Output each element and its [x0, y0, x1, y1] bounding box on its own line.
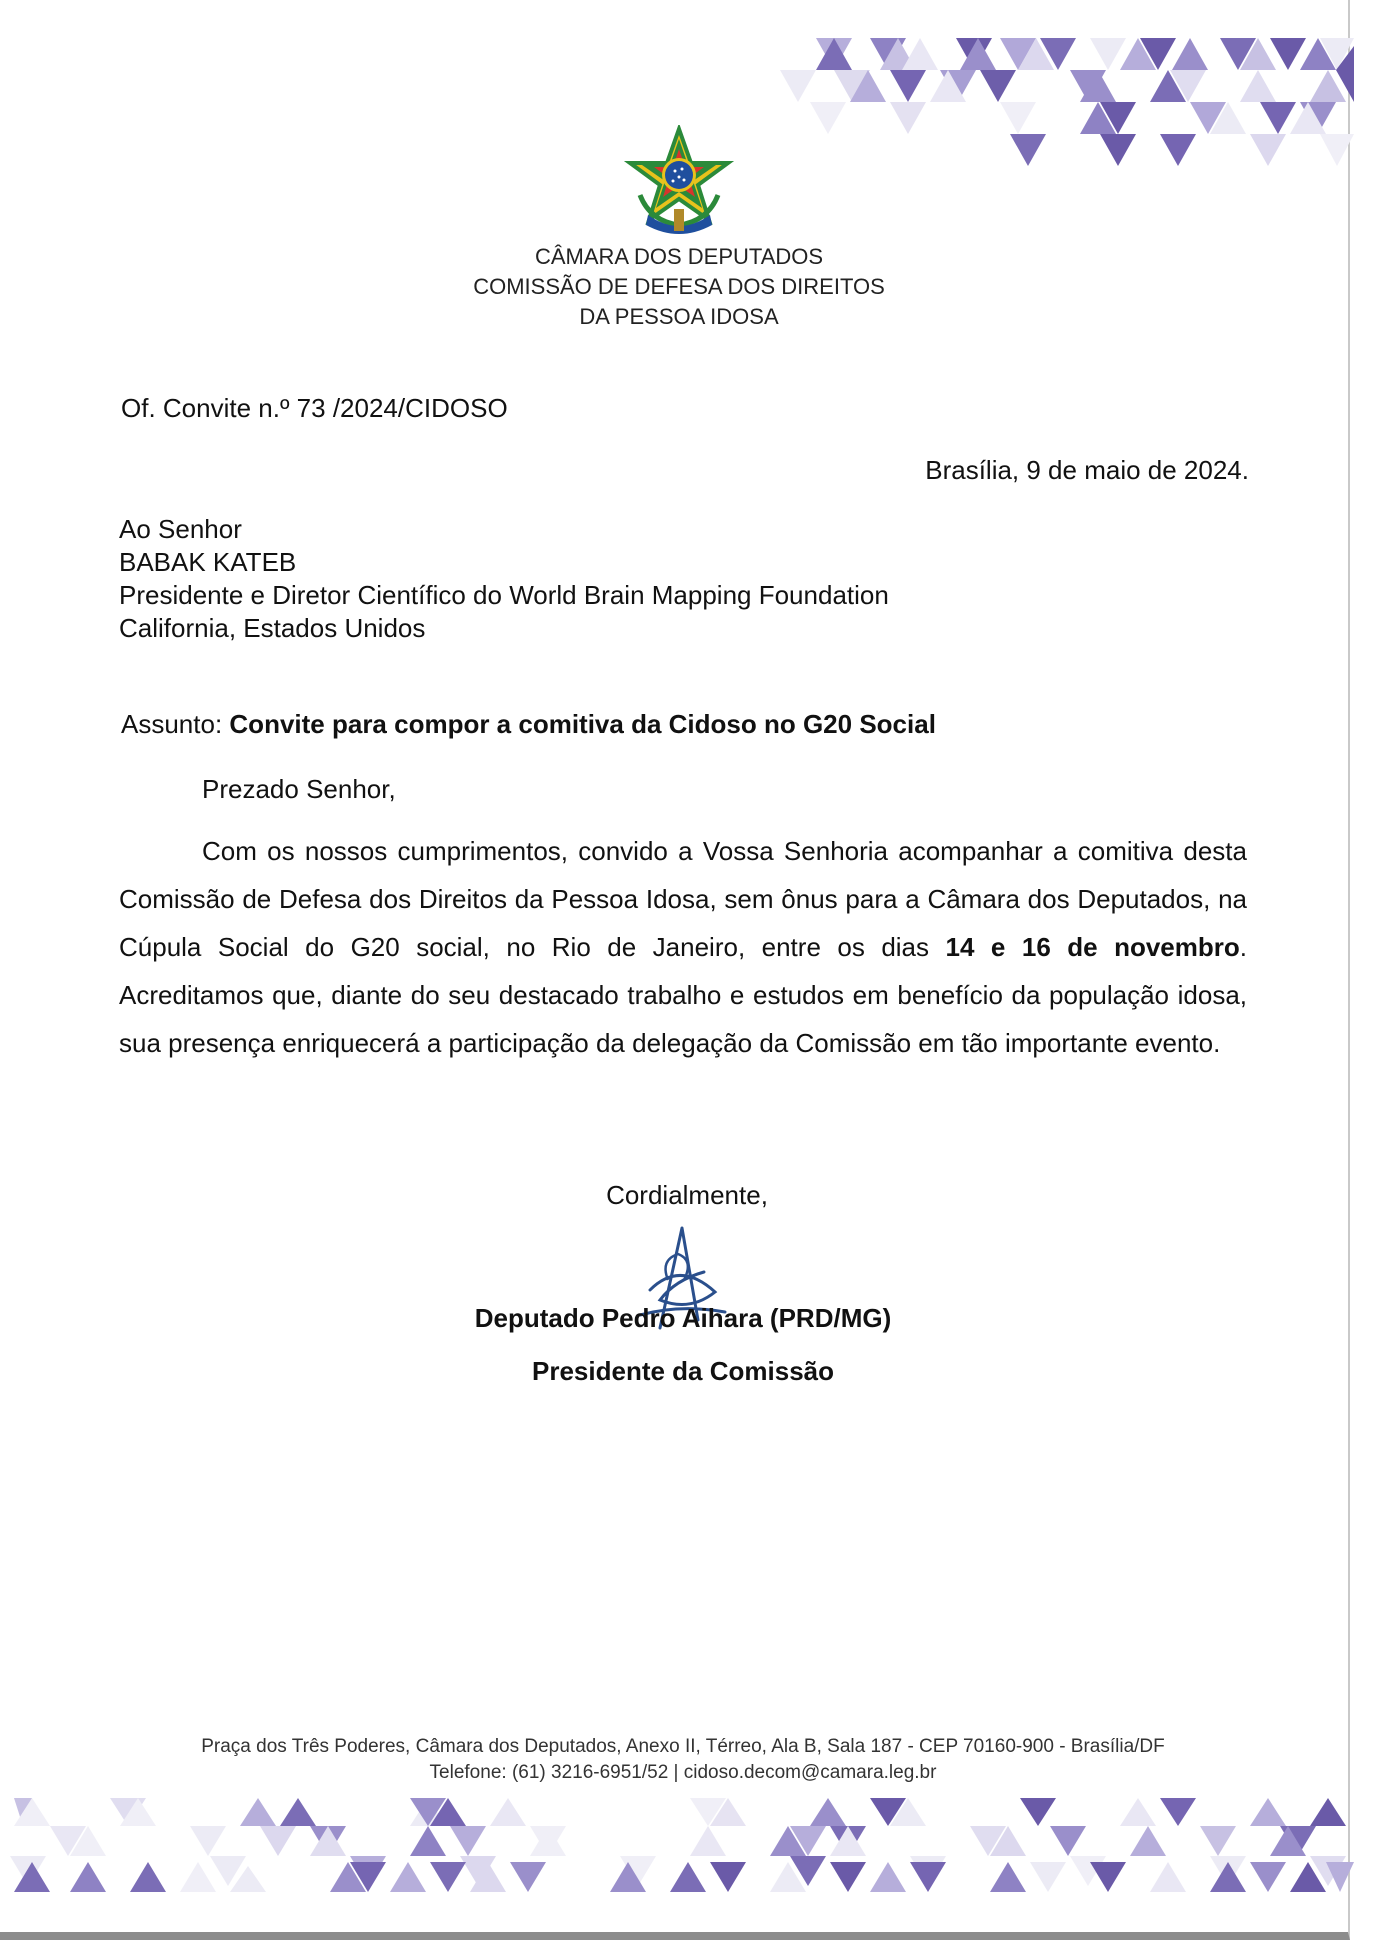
- footer-contact: Telefone: (61) 3216-6951/52 | cidoso.decom@camara.leg.br: [429, 1762, 937, 1783]
- recipient-name: BABAK KATEB: [119, 547, 297, 577]
- body-text-bold: 14 e 16 de novembro: [945, 932, 1240, 962]
- recipient-block: [119, 513, 889, 645]
- body-text-part-1: Com os nossos cumprimentos, convido a Vossa Senhoria acompanhar a comitiva desta Comissão de Defesa dos Direitos da Pessoa Idosa, sem ônus para a Câmara dos Deputados, na Cúpula Social do G20 social, no Rio de Janeiro, entre os dias: [119, 836, 1247, 962]
- body-text-part-2: . Acreditamos que, diante do seu destacado trabalho e estudos em benefício da população idosa, sua presença enriquecerá a participação da delegação da Comissão em tão importante evento.: [119, 932, 1247, 1058]
- footer-address: Praça dos Três Poderes, Câmara dos Deputados, Anexo II, Térreo, Ala B, Sala 187 - CEP 70160-900 - Brasília/DF: [201, 1736, 1165, 1757]
- institution-header: [300, 242, 1058, 332]
- header-line-3: DA PESSOA IDOSA: [579, 304, 779, 329]
- signatory-name: Deputado Pedro Aihara (PRD/MG): [474, 1303, 892, 1333]
- body-paragraph: [119, 827, 1247, 1067]
- decorative-triangles-bottom: [10, 1796, 1354, 1908]
- brazil-coat-of-arms-emblem: [620, 125, 738, 243]
- subject-line: [121, 709, 936, 740]
- closing: Cordialmente,: [606, 1180, 768, 1210]
- letter-date: Brasília, 9 de maio de 2024.: [925, 455, 1249, 485]
- recipient-salutation: Ao Senhor: [119, 514, 242, 544]
- oficio-number: Of. Convite n.º 73 /2024/CIDOSO: [121, 393, 508, 423]
- greeting: Prezado Senhor,: [202, 774, 396, 804]
- decorative-triangles-top: [770, 36, 1354, 186]
- header-line-2: COMISSÃO DE DEFESA DOS DIREITOS: [473, 274, 885, 299]
- signatory-role: Presidente da Comissão: [532, 1356, 834, 1386]
- recipient-title: Presidente e Diretor Científico do World Brain Mapping Foundation: [119, 580, 889, 610]
- subject-text: Convite para compor a comitiva da Cidoso no G20 Social: [229, 709, 936, 739]
- header-line-1: CÂMARA DOS DEPUTADOS: [534, 244, 824, 269]
- subject-label: Assunto:: [121, 709, 230, 739]
- recipient-location: California, Estados Unidos: [119, 613, 426, 643]
